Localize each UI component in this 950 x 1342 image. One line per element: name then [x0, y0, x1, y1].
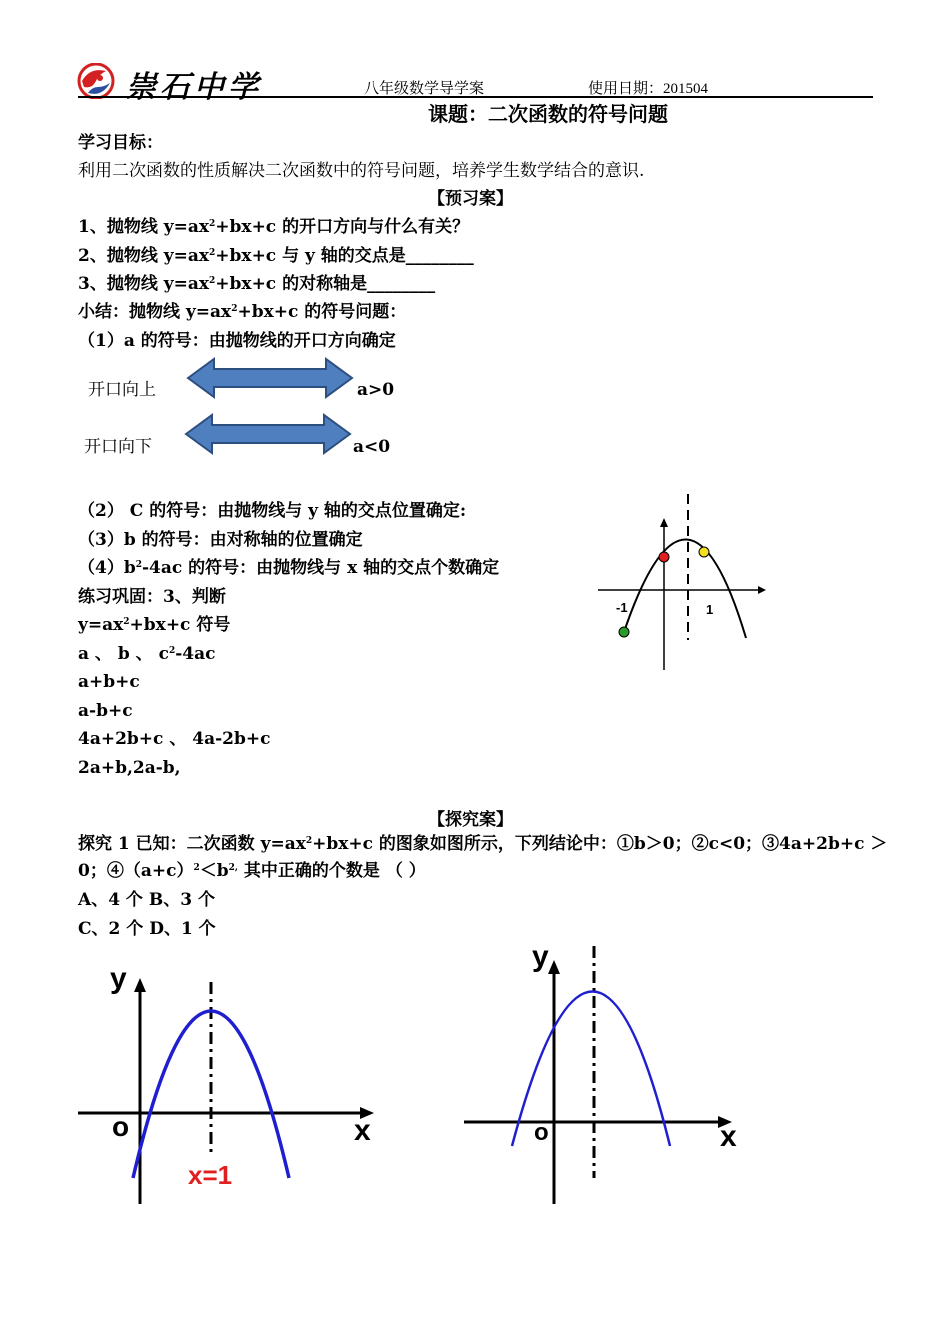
options-cd: C、2 个 D、1 个: [78, 919, 216, 939]
item-c-sign: （2） C 的符号：由抛物线与 y 轴的交点位置确定:: [78, 501, 467, 521]
preview-q3: 3、抛物线 $y=ax^2+bx+c$ 的对称轴是________: [78, 274, 436, 294]
school-name: 崇石中学: [126, 70, 262, 105]
practice-line-5: 4a+2b+c 、 4a-2b+c: [78, 729, 271, 749]
explore-graph-1: [76, 960, 386, 1210]
explore-graph-2: [462, 940, 752, 1210]
objectives-text: 利用二次函数的性质解决二次函数中的符号问题，培养学生数学结合的意识.: [78, 161, 645, 181]
y-axis-label: y: [110, 962, 127, 995]
double-arrow-icon: [186, 357, 354, 399]
a-negative-label: a<0: [353, 437, 391, 457]
explore-question-line2: 0；$④(a+c)^2<b^{2,}$ 其中正确的个数是 （ ）: [78, 861, 426, 881]
y-axis-label: y: [532, 940, 549, 973]
origin-label: o: [112, 1111, 130, 1142]
preview-q1: 1、抛物线 $y=ax^2+bx+c$ 的开口方向与什么有关？: [78, 217, 470, 237]
header-subject: 八年级数学导学案: [364, 81, 485, 97]
tick-neg-one: -1: [616, 600, 628, 615]
explore-question-line1: 探究 1 已知：二次函数 $y=ax^2+bx+c$ 的图象如图所示，下列结论中：①b＞0；②c<0；③4a+2b+c ＞: [78, 834, 888, 854]
preview-heading: 【预习案】: [428, 189, 513, 209]
practice-line-6: 2a+b,2a-b,: [78, 758, 181, 778]
practice-line-4: a-b+c: [78, 701, 133, 721]
origin-label: o: [534, 1119, 549, 1146]
a-positive-label: a>0: [357, 380, 395, 400]
practice-heading: 练习巩固：3、判断: [78, 587, 226, 607]
page-title: 课题：二次函数的符号问题: [428, 102, 668, 126]
point-yellow-marker: [699, 547, 709, 557]
logo-emblem-icon: [76, 63, 116, 99]
x-axis-arrow-icon: [758, 586, 766, 594]
practice-parabola-graph: [596, 490, 768, 674]
date-value: 201504: [663, 81, 709, 97]
objectives-heading: 学习目标：: [78, 133, 163, 153]
item-b-sign: （3）b 的符号：由对称轴的位置确定: [78, 530, 363, 550]
axis-equation-label: x=1: [188, 1160, 233, 1190]
parabola-curve: [624, 539, 746, 638]
x-axis-label: x: [354, 1114, 371, 1147]
y-axis-arrow-icon: [134, 978, 146, 992]
item-a-sign: （1）a 的符号：由抛物线的开口方向确定: [78, 331, 396, 351]
open-down-label: 开口向下: [84, 437, 152, 457]
y-axis-arrow-icon: [548, 960, 560, 974]
y-axis-arrow-icon: [660, 518, 668, 527]
practice-line-1: $y=ax^2+bx+c$ 符号: [78, 615, 231, 635]
point-green-marker: [619, 627, 629, 637]
double-arrow-icon: [184, 413, 352, 455]
x-axis-label: x: [720, 1120, 737, 1153]
options-ab: A、4 个 B、3 个: [78, 890, 215, 910]
explore-heading: 【探究案】: [428, 810, 513, 830]
practice-line-3: a+b+c: [78, 672, 140, 692]
open-up-label: 开口向上: [88, 380, 156, 400]
tick-one: 1: [706, 602, 714, 617]
practice-line-2: a 、 b 、 $c^2-4ac$: [78, 644, 216, 664]
point-red-marker: [659, 552, 669, 562]
preview-q2: 2、抛物线 $y=ax^2+bx+c$ 与 y 轴的交点是________: [78, 246, 474, 266]
item-discriminant-sign: $(4)b^2-4ac$ 的符号：由抛物线与 x 轴的交点个数确定: [78, 558, 500, 578]
preview-summary: 小结：抛物线 $y=ax^2+bx+c$ 的符号问题：: [78, 302, 407, 322]
header-date: [588, 77, 708, 98]
school-logo: [76, 63, 116, 99]
date-label: 使用日期：: [588, 81, 664, 97]
header-rule: [78, 96, 873, 98]
